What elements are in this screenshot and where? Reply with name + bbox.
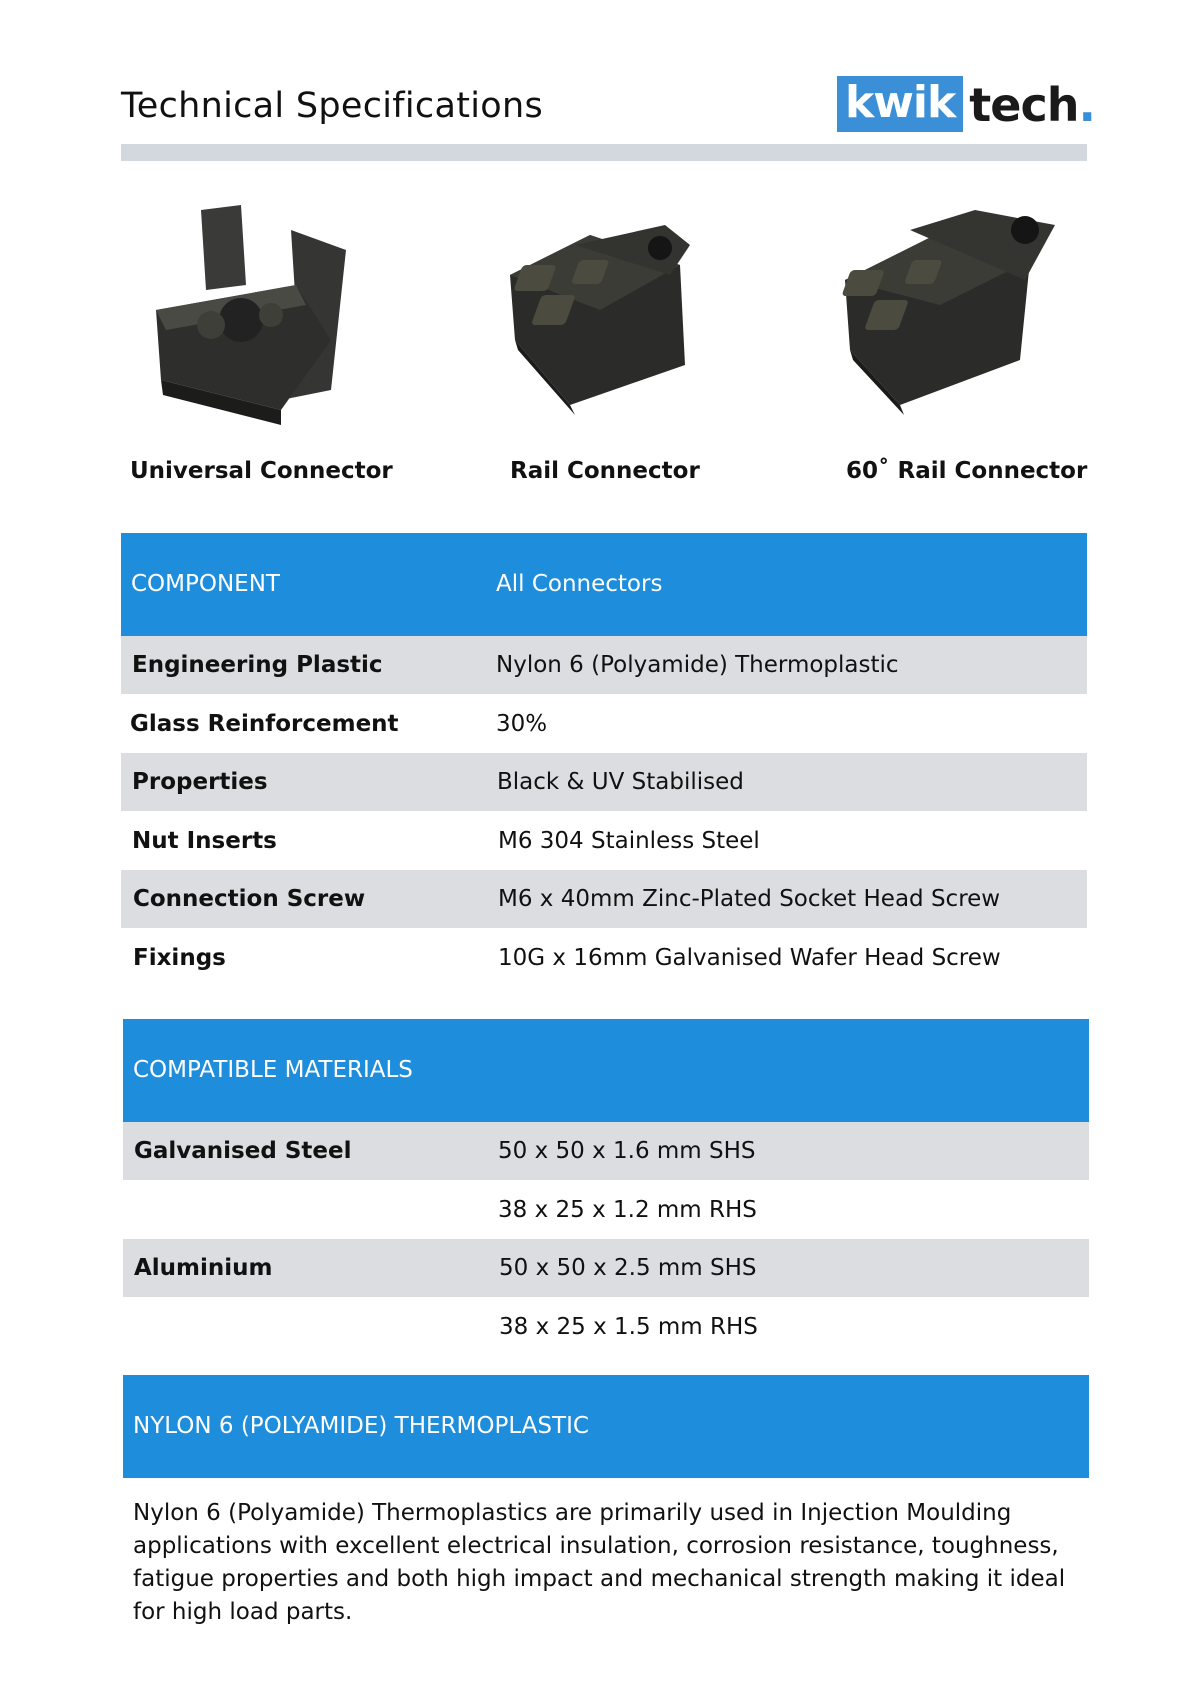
table-row [121, 636, 1087, 694]
logo-dot: . [1078, 78, 1096, 132]
table-row [121, 812, 1087, 870]
row-value: 50 x 50 x 2.5 mm SHS [499, 1255, 757, 1281]
table-row [123, 1122, 1089, 1180]
product-universal-connector [131, 180, 471, 500]
kwiktech-logo [837, 74, 1096, 132]
table-row [123, 1239, 1089, 1297]
product-label: 60˚ Rail Connector [846, 458, 1088, 484]
table-row [121, 870, 1087, 928]
logo-tech: tech [969, 78, 1079, 132]
product-rail-connector [480, 180, 820, 500]
row-value: 38 x 25 x 1.2 mm RHS [498, 1197, 757, 1223]
materials-table-header [123, 1019, 1089, 1122]
row-label: Properties [132, 769, 268, 795]
product-60-rail-connector [820, 180, 1160, 500]
row-value: M6 x 40mm Zinc-Plated Socket Head Screw [498, 886, 1001, 912]
60-degree-rail-connector-image [820, 190, 1080, 430]
row-value: 50 x 50 x 1.6 mm SHS [498, 1138, 756, 1164]
row-value: Black & UV Stabilised [497, 769, 744, 795]
row-label: Engineering Plastic [132, 652, 383, 678]
table-row [123, 1181, 1089, 1239]
table-row [123, 1298, 1089, 1356]
product-label: Universal Connector [130, 458, 393, 484]
all-connectors-column-heading: All Connectors [496, 571, 663, 597]
table-row [121, 695, 1087, 753]
materials-heading: COMPATIBLE MATERIALS [133, 1057, 413, 1083]
row-label: Glass Reinforcement [130, 711, 399, 737]
row-value: M6 304 Stainless Steel [498, 828, 760, 854]
row-label: Nut Inserts [132, 828, 277, 854]
component-table-header [121, 533, 1087, 636]
component-column-heading: COMPONENT [131, 571, 280, 597]
row-value: 30% [496, 711, 548, 737]
row-value: Nylon 6 (Polyamide) Thermoplastic [496, 652, 899, 678]
row-label: Connection Screw [133, 886, 366, 912]
product-label: Rail Connector [510, 458, 700, 484]
row-label: Aluminium [134, 1255, 273, 1281]
page-title: Technical Specifications [121, 86, 543, 126]
table-row [121, 929, 1087, 987]
rail-connector-image [480, 190, 740, 430]
row-label: Galvanised Steel [134, 1138, 352, 1164]
title-divider [121, 144, 1087, 161]
row-value: 38 x 25 x 1.5 mm RHS [499, 1314, 758, 1340]
nylon-section-header [123, 1375, 1089, 1478]
product-gallery [0, 180, 1200, 500]
row-label: Fixings [133, 945, 226, 971]
logo-kwik: kwik [837, 76, 963, 132]
nylon-heading: NYLON 6 (POLYAMIDE) THERMOPLASTIC [133, 1413, 589, 1439]
nylon-description: Nylon 6 (Polyamide) Thermoplastics are primarily used in Injection Moulding applications with excellent electrical insulation, corrosion resistance, toughness, fatigue properties and both high impact and mechanical strength making it ideal for high load parts. [133, 1500, 1066, 1625]
universal-connector-image [131, 190, 391, 430]
table-row [121, 753, 1087, 811]
row-value: 10G x 16mm Galvanised Wafer Head Screw [498, 945, 1001, 971]
